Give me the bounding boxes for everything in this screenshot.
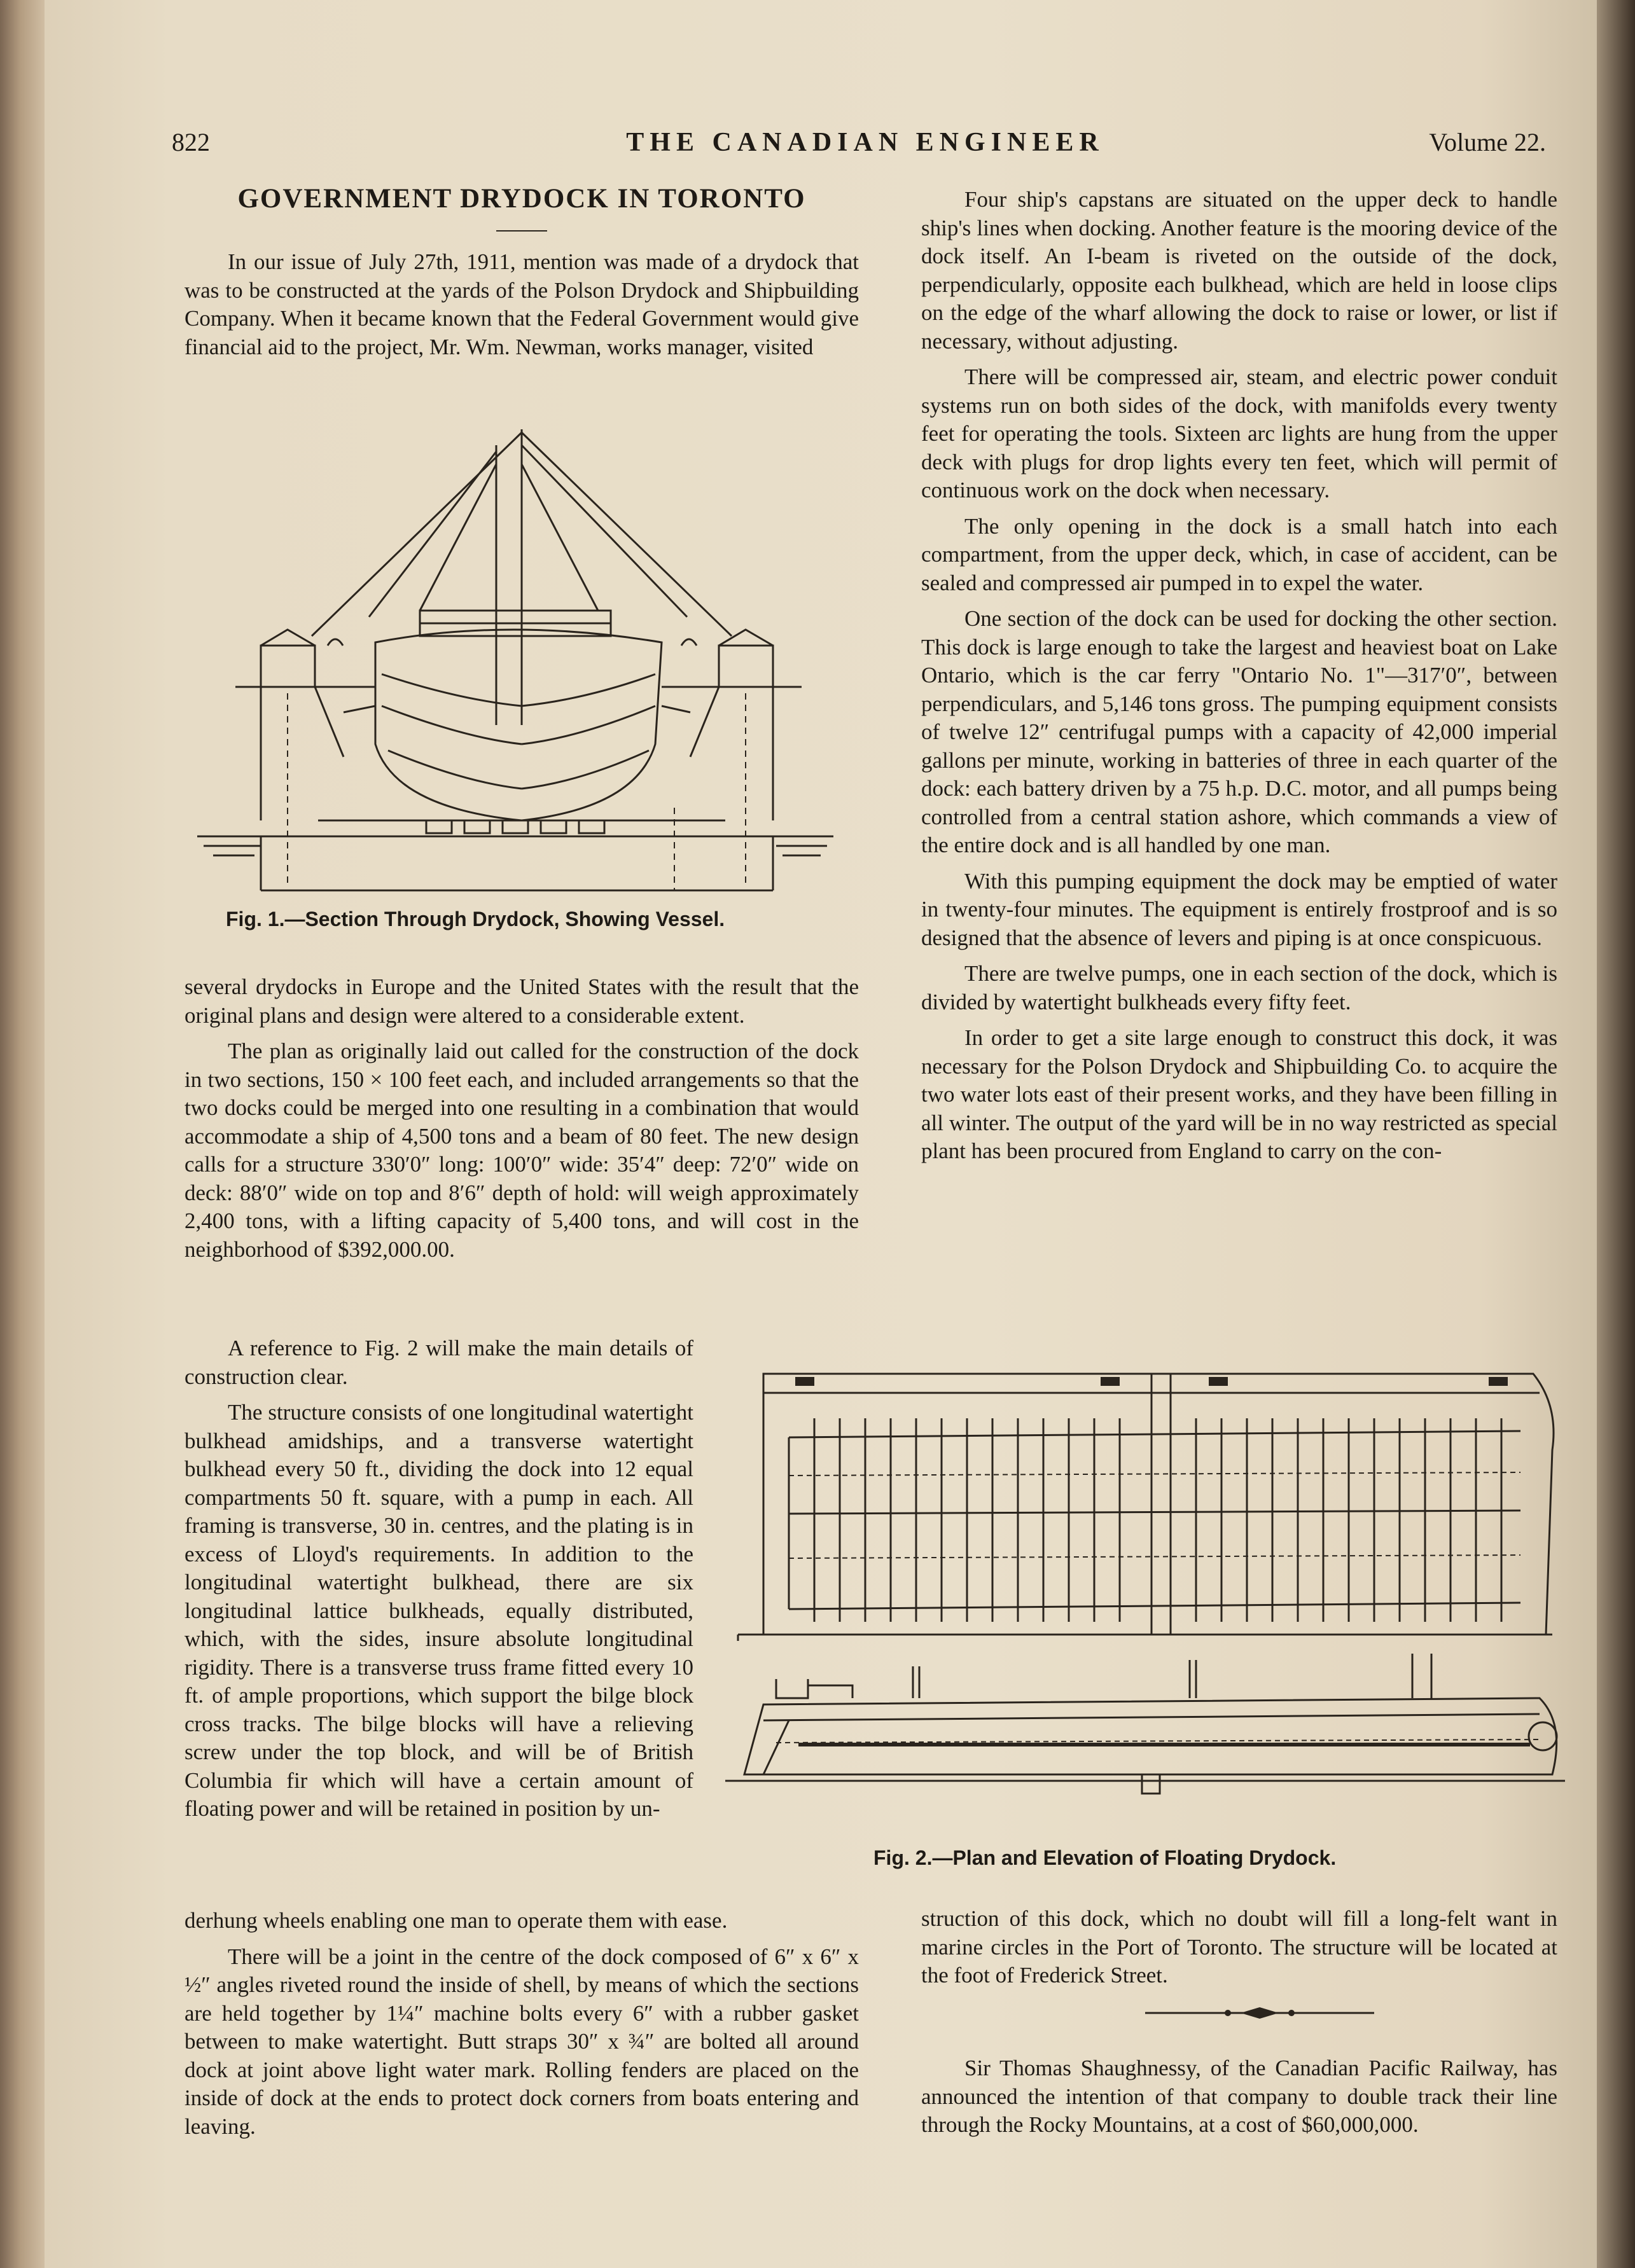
paragraph: The plan as originally laid out called for the construction of the dock in two sections, 150 × 100 feet each, and included arrangements so that the two docks could be merged into one resulting in a combination that would accommodate a ship of 4,500 tons and a beam of 80 feet. The new design calls for a structure 330′0″ long: 100′0″ wide: 35′4″ deep: 72′0″ wide on deck: 88′0″ wide on top and 8′6″ depth of hold: will weigh approximately 2,400 tons, with a lifting capacity of 5,400 tons, and will cost in the neighborhood of $392,000.00. [184, 1039, 859, 1262]
left-column-intro [184, 248, 859, 369]
paragraph: The only opening in the dock is a small hatch into each compartment, from the upper deck, which, in case of accident, can be sealed and compressed air pumped in to expel the water. [921, 513, 1557, 595]
paragraph: There are twelve pumps, one in each section of the dock, which is divided by watertight bulkheads every fifty feet. [921, 961, 1557, 1014]
paragraph: One section of the dock can be used for docking the other section. This dock is large enough to take the largest and heaviest boat on Lake Ontario, which is the car ferry "Ontario No. 1"—317′0″, between perpendiculars, and 5,146 tons gross. The pumping equipment consists of twelve 12″ centrifugal pumps with a capacity of 42,000 imperial gallons per minute, working in batteries of three in each quarter of the dock: each battery driven by a 75 h.p. D.C. motor, and all pumps being controlled from a central station ashore, which commands a view of the entire dock and is all handled by one man. [921, 606, 1557, 857]
section-divider-ornament [1145, 2003, 1374, 2023]
fig2-plan-elevation-drawing [725, 1367, 1565, 1819]
paragraph: A reference to Fig. 2 will make the main details of construction clear. [184, 1336, 693, 1389]
paragraph: There will be a joint in the centre of the dock composed of 6″ x 6″ x ½″ angles riveted round the inside of shell, by means of which the sections are held together by 1¼″ machine bolts every 6″ with a rubber gasket between to make watertight. Butt straps 30″ x ¾″ are bolted all around dock at joint above light water mark. Rolling fenders are placed on the inside of dock at the ends to protect dock corners from boats entering and leaving. [184, 1944, 859, 2139]
paragraph: derhung wheels enabling one man to operate them with ease. [184, 1908, 728, 1933]
page-number: 822 [172, 128, 210, 156]
right-column-top [921, 186, 1557, 1173]
left-column-middle [184, 973, 859, 1271]
news-note [921, 2054, 1557, 2147]
paragraph: several drydocks in Europe and the United States with the result that the original plans and design were altered to a considerable extent. [184, 974, 859, 1028]
book-right-edge [1597, 0, 1635, 2268]
fig1-section-drawing [191, 426, 827, 897]
title-rule [496, 230, 547, 232]
book-binding-edge [0, 0, 51, 2268]
left-column-narrow [184, 1334, 693, 1831]
fig1-caption: Fig. 1.—Section Through Drydock, Showing Vessel. [226, 908, 725, 930]
paragraph: In order to get a site large enough to construct this dock, it was necessary for the Polson Drydock and Shipbuilding Co. to acquire the two water lots east of their present works, and they have been filling in all winter. The output of the yard will be in no way restricted as special plant has been procured from England to carry on the con- [921, 1025, 1557, 1163]
journal-title: THE CANADIAN ENGINEER [626, 128, 1104, 157]
paragraph: struction of this dock, which no doubt will fill a long-felt want in marine circles in the Port of Toronto. The structure will be located at the foot of Frederick Street. [921, 1906, 1557, 1988]
running-head [172, 127, 1559, 165]
paragraph: Sir Thomas Shaughnessy, of the Canadian Pacific Railway, has announced the intention of that company to double track their line through the Rocky Mountains, at a cost of $60,000,000. [921, 2056, 1557, 2137]
paragraph: There will be compressed air, steam, and electric power conduit systems run on both sides of the dock, with manifolds every twenty feet for operating the tools. Sixteen arc lights are hung from the upper deck with plugs for drop lights every ten feet, which will permit of continuous work on the dock when necessary. [921, 364, 1557, 502]
fig2-caption: Fig. 2.—Plan and Elevation of Floating Drydock. [873, 1846, 1337, 1869]
left-column-bottom [184, 1907, 859, 2148]
paragraph: Four ship's capstans are situated on the upper deck to handle ship's lines when docking. Another feature is the mooring device of the dock itself. An I-beam is riveted on the outside of the dock, perpendicularly, opposite each bulkhead, which are held in loose clips on the edge of the wharf allowing the dock to raise or lower, or list if necessary, without adjusting. [921, 187, 1557, 354]
volume-label: Volume 22. [1429, 128, 1546, 156]
article-title: GOVERNMENT DRYDOCK IN TORONTO [237, 184, 806, 214]
paragraph: In our issue of July 27th, 1911, mention was made of a drydock that was to be constructed at the yards of the Polson Drydock and Shipbuilding Company. When it became known that the Federal Government would give financial aid to the project, Mr. Wm. Newman, works manager, visited [184, 249, 859, 359]
paragraph: The structure consists of one longitudinal watertight bulkhead amidships, and a transverse watertight bulkhead every 50 ft., dividing the dock into 12 equal compartments 50 ft. square, with a pump in each. All framing is transverse, 30 in. centres, and the plating is in excess of Lloyd's requirements. In addition to the longitudinal watertight bulkhead, there are six longitudinal lattice bulkheads, equally distributed, which, with the sides, insure absolute longitudinal rigidity. There is a transverse truss frame fitted every 10 ft. of ample proportions, which support the bilge block cross tracks. The bilge blocks will have a relieving screw under the top block, and will be of British Columbia fir which will have a certain amount of floating power and will be retained in position by un- [184, 1400, 693, 1821]
paragraph: With this pumping equipment the dock may be emptied of water in twenty-four minutes. The equipment is entirely frostproof and is so designed that the absence of levers and piping is at once conspicuous. [921, 868, 1557, 950]
right-column-bottom [921, 1905, 1557, 1998]
